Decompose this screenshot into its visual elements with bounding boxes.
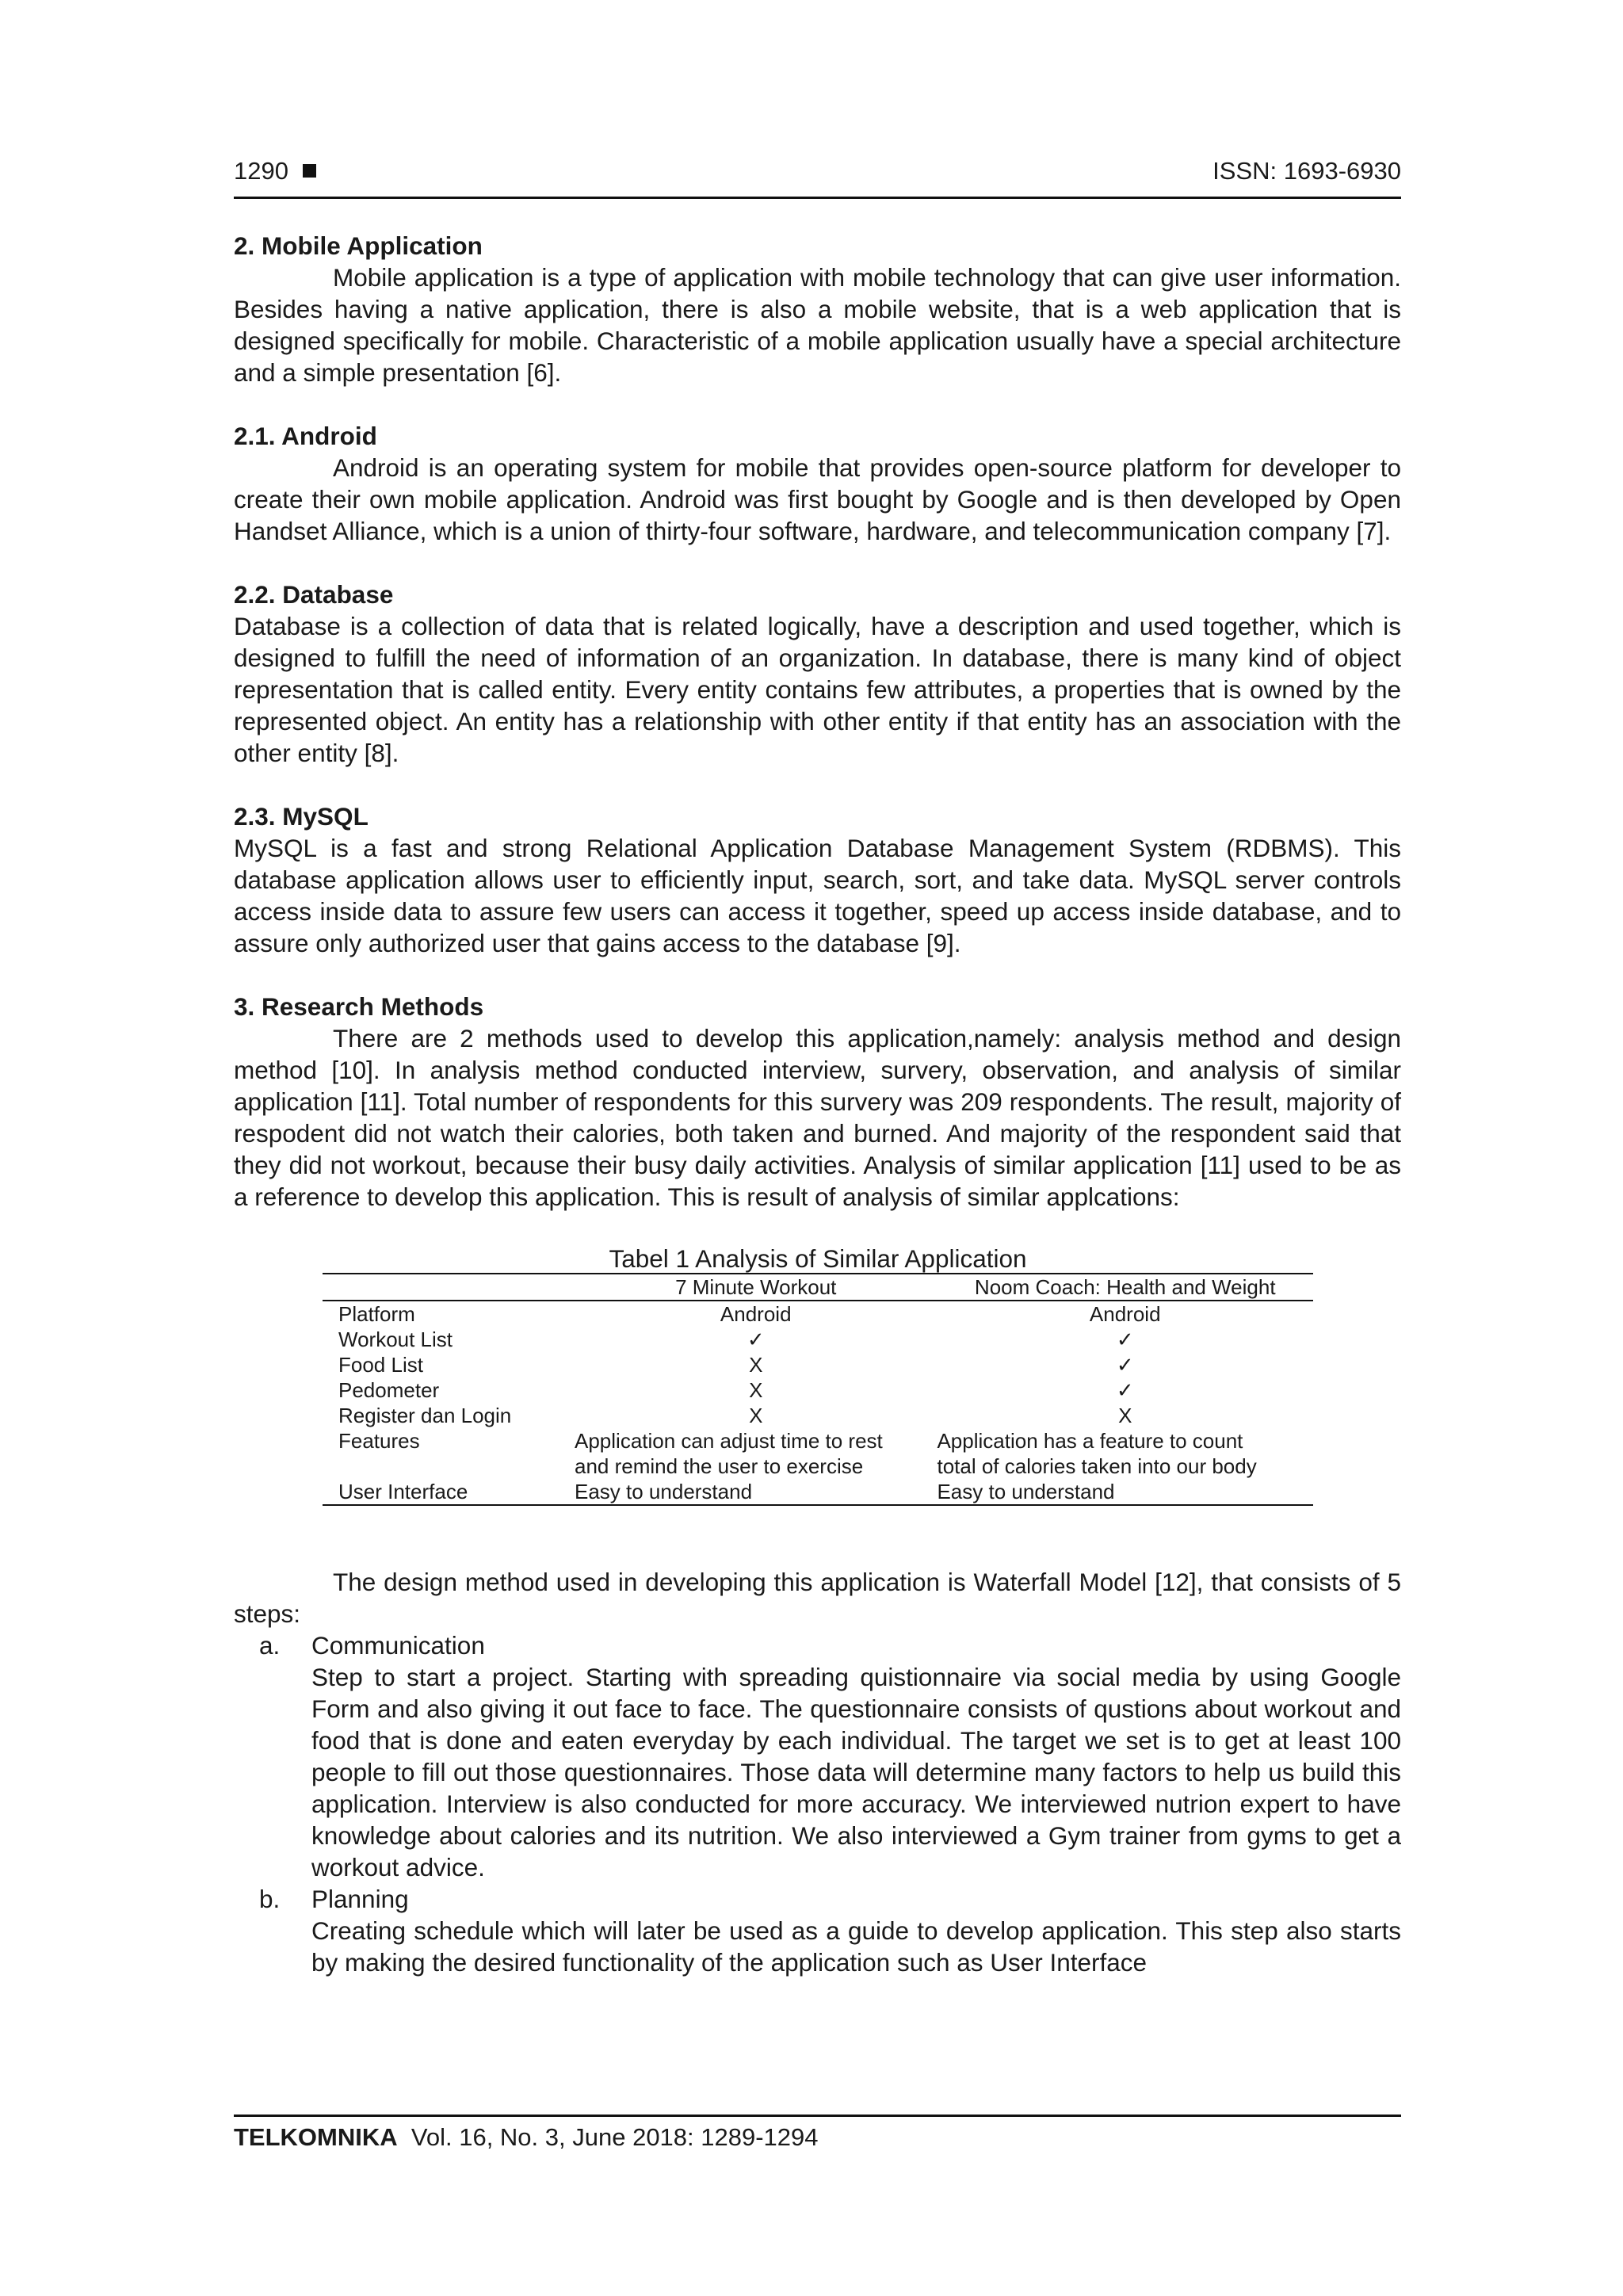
row-label: User Interface bbox=[323, 1479, 575, 1505]
section-2-2-paragraph: Database is a collection of data that is related logically, have a description and used together, which is designed to fulfill the need of information of an organization. In database, there is many kind of object representation that is called entity. Every entity contains few attributes, a properties that is owned by the represented object. An entity has a relationship with other entity if that entity has an association with the other entity [8]. bbox=[234, 612, 1401, 767]
section-3-title: 3. Research Methods bbox=[234, 992, 484, 1021]
table-row bbox=[323, 1479, 1313, 1505]
footer-citation: Vol. 16, No. 3, June 2018: 1289-1294 bbox=[411, 2123, 819, 2151]
list-item bbox=[234, 1629, 1401, 1883]
cell-col2: Application has a feature to count total of calories taken into our body bbox=[937, 1429, 1257, 1478]
footer-journal: TELKOMNIKA bbox=[234, 2123, 398, 2151]
header-issn: ISSN: 1693-6930 bbox=[1212, 157, 1401, 185]
row-label: Workout List bbox=[338, 1328, 453, 1351]
step-title: Communication bbox=[311, 1631, 485, 1660]
step-text: Step to start a project. Starting with spreading quistionnaire via social media by using Google Form and also giving it out face to face. The questionnaire consists of qustions about workout and food that is done and eaten everyday by each individual. The target we set is to get at least 100 people to fill out those questionnaires. Those data will determine many factors to help us build this application. Interview is also conducted for more accuracy. We interviewed nutrion expert to have knowledge about calories and its nutrition. We also interviewed a Gym trainer from gyms to get a workout advice. bbox=[311, 1663, 1401, 1881]
cell-col1: X bbox=[749, 1378, 763, 1402]
table-row bbox=[323, 1352, 1313, 1377]
cell-col1: Easy to understand bbox=[575, 1479, 937, 1505]
table-header-col2: Noom Coach: Health and Weight bbox=[937, 1274, 1313, 1301]
cell-col2: Easy to understand bbox=[937, 1479, 1313, 1505]
cell-col1: Application can adjust time to rest and remind the user to exercise bbox=[575, 1429, 883, 1478]
row-label: Register dan Login bbox=[338, 1404, 512, 1427]
cell-col2: Android bbox=[1089, 1302, 1161, 1326]
table-header-empty bbox=[323, 1274, 575, 1301]
table-row bbox=[323, 1428, 1313, 1479]
section-3-paragraph: There are 2 methods used to develop this application,namely: analysis method and design method [10]. In analysis method conducted interview, survery, observation, and analysis of similar application [11]. Total number of respondents for this survery was 209 respondents. The result, majority of respodent did not watch their calories, both taken and burned. And majority of the respondent said that they did not workout, because their busy daily activities. Analysis of similar application [11] used to be as a reference to develop this application. This is result of analysis of similar applcations: bbox=[234, 1024, 1401, 1211]
cell-col1: X bbox=[749, 1353, 763, 1377]
row-label: Platform bbox=[338, 1302, 415, 1326]
table-row bbox=[323, 1403, 1313, 1428]
cell-col2: ✓ bbox=[1116, 1328, 1134, 1351]
table-caption: Tabel 1 Analysis of Similar Application bbox=[609, 1244, 1027, 1273]
table-header-row bbox=[323, 1274, 1313, 1301]
cell-col1: ✓ bbox=[747, 1328, 765, 1351]
black-square-icon bbox=[303, 164, 316, 178]
waterfall-steps-list bbox=[234, 1629, 1401, 1978]
step-text: Creating schedule which will later be used as a guide to develop application. This step also starts by making the desired functionality of the application such as User Interface bbox=[311, 1916, 1401, 1977]
page-footer bbox=[234, 2115, 1401, 2152]
table-row bbox=[323, 1377, 1313, 1403]
section-2-paragraph: Mobile application is a type of application with mobile technology that can give user information. Besides having a native application, there is also a mobile website, that is a web application that is designed specifically for mobile. Characteristic of a mobile application usually have a special architecture and a simple presentation [6]. bbox=[234, 263, 1401, 387]
cell-col1: Android bbox=[720, 1302, 792, 1326]
section-2-3-paragraph: MySQL is a fast and strong Relational Application Database Management System (RDBMS). This database application allows user to efficiently input, search, sort, and take data. MySQL server controls access inside data to assure few users can access it together, speed up access inside database, and to assure only authorized user that gains access to the database [9]. bbox=[234, 834, 1401, 957]
table-header-col1: 7 Minute Workout bbox=[575, 1274, 937, 1301]
section-2-1-paragraph: Android is an operating system for mobile that provides open-source platform for developer to create their own mobile application. Android was first bought by Google and is then developed by Open Handset Alliance, which is a union of thirty-four software, hardware, and telecommunication company [7]. bbox=[234, 453, 1401, 545]
section-2-1-title: 2.1. Android bbox=[234, 422, 377, 450]
similar-apps-table-block bbox=[323, 1244, 1313, 1506]
header-page-number: 1290 bbox=[234, 157, 316, 185]
cell-col1: X bbox=[749, 1404, 763, 1427]
row-label: Features bbox=[338, 1429, 420, 1453]
table-row bbox=[323, 1327, 1313, 1352]
section-2-title: 2. Mobile Application bbox=[234, 231, 483, 260]
list-marker: a. bbox=[259, 1631, 281, 1660]
cell-col2: ✓ bbox=[1116, 1378, 1134, 1402]
list-marker: b. bbox=[259, 1885, 281, 1913]
cell-col2: X bbox=[1118, 1404, 1132, 1427]
row-label: Food List bbox=[338, 1353, 423, 1377]
section-2-2-title: 2.2. Database bbox=[234, 580, 394, 609]
article-body bbox=[234, 230, 1401, 1978]
row-label: Pedometer bbox=[338, 1378, 440, 1402]
table-row bbox=[323, 1301, 1313, 1327]
section-2-3-title: 2.3. MySQL bbox=[234, 802, 369, 831]
step-title: Planning bbox=[311, 1885, 409, 1913]
page-header bbox=[234, 155, 1401, 199]
list-item bbox=[234, 1883, 1401, 1978]
similar-apps-table bbox=[323, 1273, 1313, 1506]
cell-col2: ✓ bbox=[1116, 1353, 1134, 1377]
design-method-paragraph: The design method used in developing this application is Waterfall Model [12], that consists of 5 steps: bbox=[234, 1568, 1401, 1628]
